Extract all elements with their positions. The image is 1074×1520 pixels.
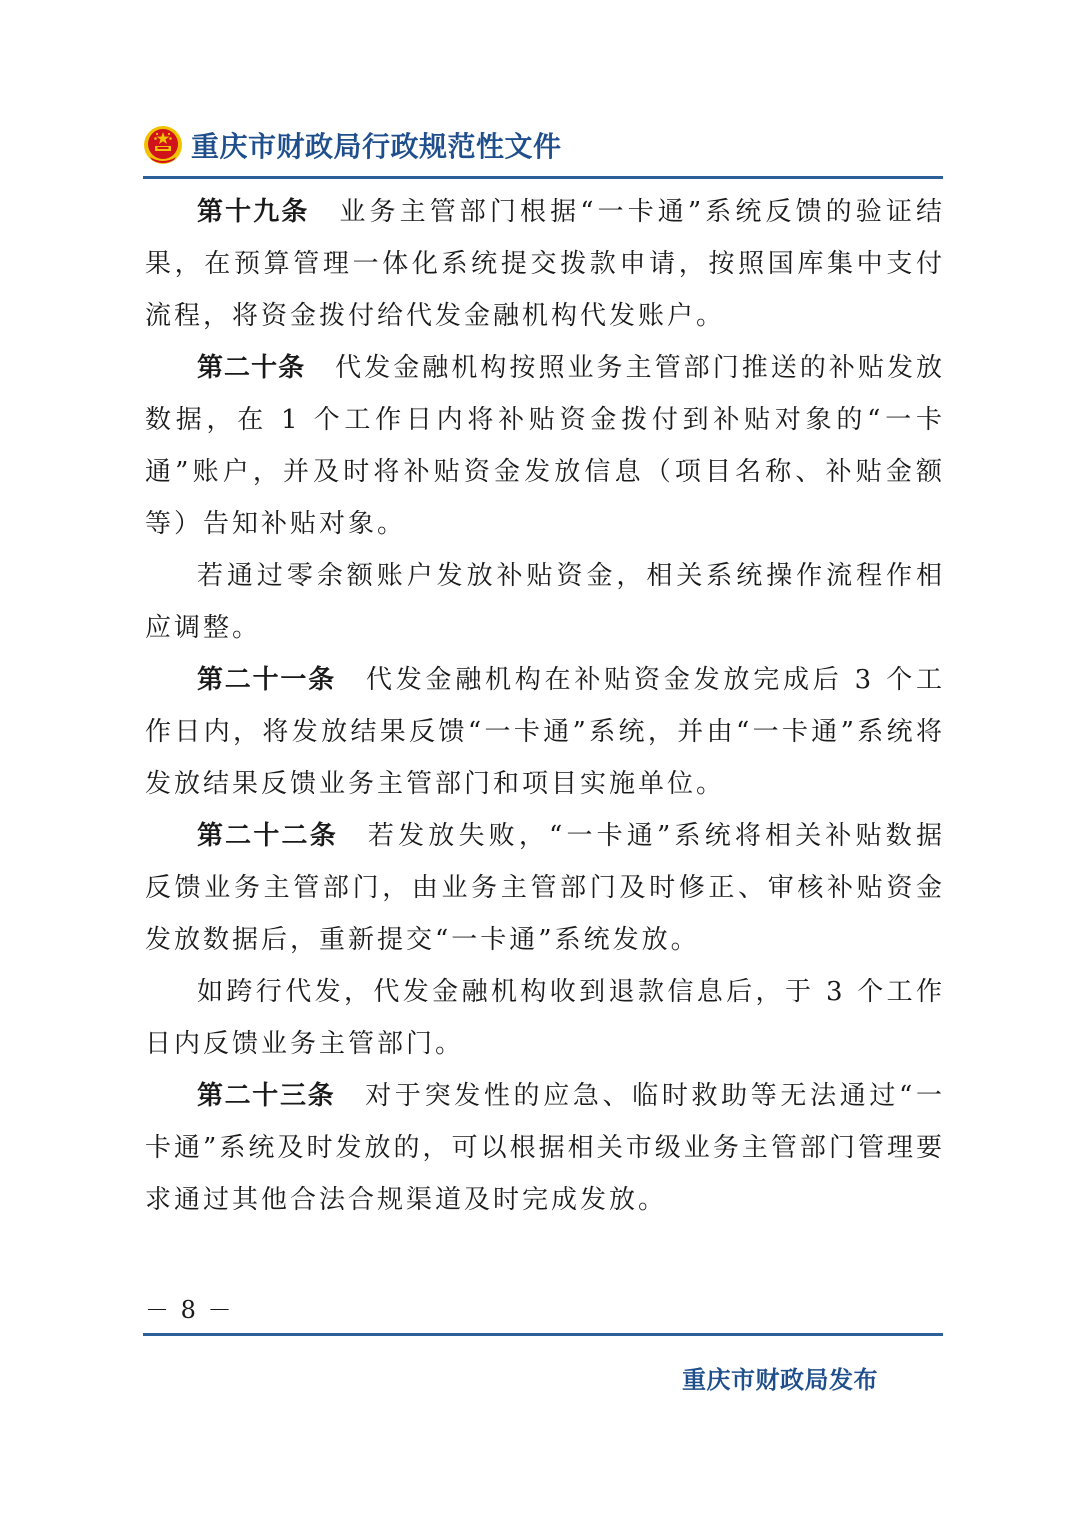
paragraph-article-20-note — [145, 550, 945, 654]
national-emblem-icon — [143, 125, 183, 165]
article-text: 业务主管部门根据“一卡通”系统反馈的验证结果，在预算管理一体化系统提交拨款申请，按照国库集中支付流程，将资金拨付给代发金融机构代发账户。 — [145, 197, 945, 331]
article-heading: 第二十三条 — [197, 1081, 336, 1111]
page-number: － 8 － — [145, 1296, 234, 1324]
article-text: 对于突发性的应急、临时救助等无法通过“一卡通”系统及时发放的，可以根据相关市级业务主管部门管理要求通过其他合法合规渠道及时完成发放。 — [145, 1081, 945, 1215]
header-rule — [143, 176, 943, 179]
article-text: 代发金融机构按照业务主管部门推送的补贴发放数据，在 1 个工作日内将补贴资金拨付到补贴对象的“一卡通”账户，并及时将补贴资金发放信息（项目名称、补贴金额等）告知补贴对象。 — [145, 353, 945, 539]
paragraph-article-22 — [145, 810, 945, 966]
article-heading: 第十九条 — [197, 197, 310, 227]
footer-rule — [143, 1333, 943, 1336]
article-heading: 第二十一条 — [197, 665, 336, 695]
paragraph-article-23 — [145, 1070, 945, 1226]
header-title: 重庆市财政局行政规范性文件 — [191, 130, 562, 163]
document-header — [143, 122, 943, 168]
paragraph-article-19 — [145, 186, 945, 342]
article-heading: 第二十条 — [197, 353, 306, 383]
document-body — [145, 186, 945, 1226]
article-text: 若发放失败，“一卡通”系统将相关补贴数据反馈业务主管部门，由业务主管部门及时修正、审核补贴资金发放数据后，重新提交“一卡通”系统发放。 — [145, 821, 945, 955]
article-text: 如跨行代发，代发金融机构收到退款信息后，于 3 个工作日内反馈业务主管部门。 — [145, 977, 945, 1059]
article-text: 代发金融机构在补贴资金发放完成后 3 个工作日内，将发放结果反馈“一卡通”系统，并由“一卡通”系统将发放结果反馈业务主管部门和项目实施单位。 — [145, 665, 945, 799]
paragraph-article-21 — [145, 654, 945, 810]
publisher-label: 重庆市财政局发布 — [682, 1366, 878, 1394]
article-text: 若通过零余额账户发放补贴资金，相关系统操作流程作相应调整。 — [145, 561, 945, 643]
paragraph-article-22-note — [145, 966, 945, 1070]
article-heading: 第二十二条 — [197, 821, 338, 851]
paragraph-article-20 — [145, 342, 945, 550]
